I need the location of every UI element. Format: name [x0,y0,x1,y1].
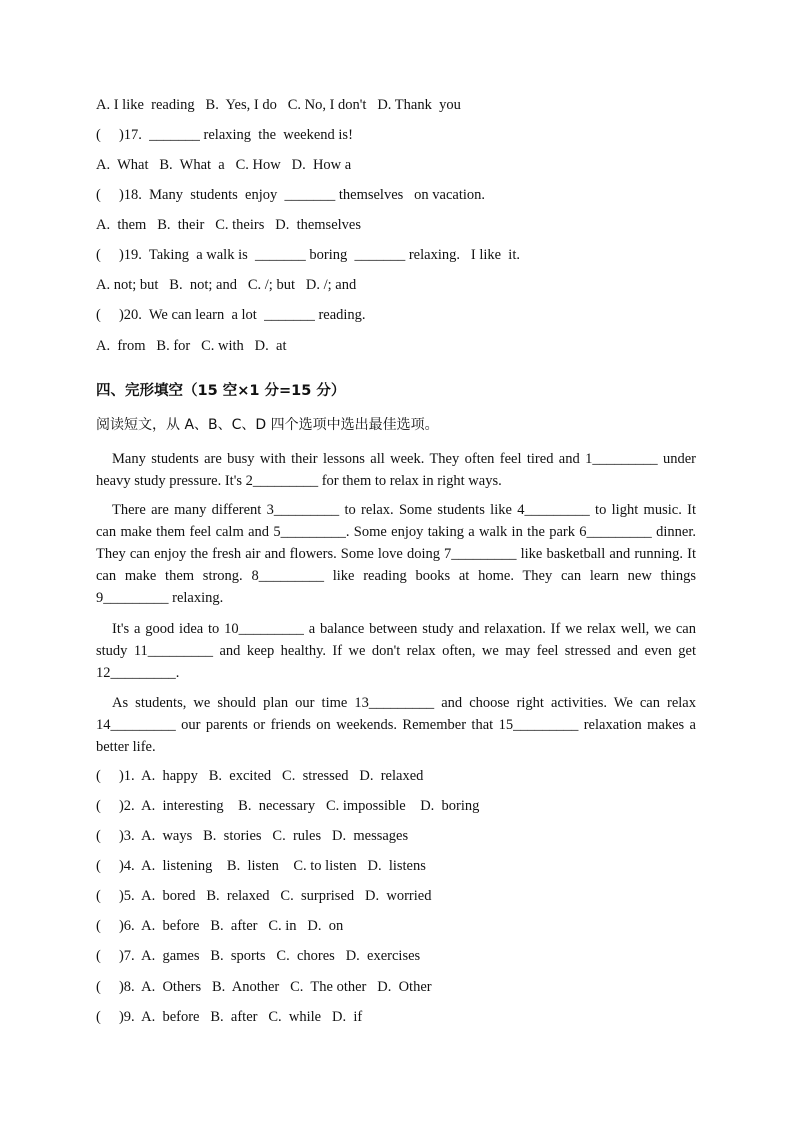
passage-paragraph-3: It's a good idea to 10_________ a balance between study and relaxation. If we relax well, we can study 11_________ and keep healthy. If we don't relax often, we may feel stressed and even get 12_________. [96,621,696,681]
cloze-question-5: ( )5. A. bored B. relaxed C. surprised D. worried [96,888,432,904]
section-title: 四、完形填空（15 空×1 分=15 分） [96,383,346,399]
mc-options-18: A. them B. their C. theirs D. themselves [96,217,361,233]
cloze-question-3: ( )3. A. ways B. stories C. rules D. messages [96,828,409,844]
cloze-question-4: ( )4. A. listening B. listen C. to listen D. listens [96,858,426,874]
mc-options-16: A. I like reading B. Yes, I do C. No, I don't D. Thank you [96,97,461,113]
mc-options-19: A. not; but B. not; and C. /; but D. /; and [96,277,357,293]
mc-options-20: A. from B. for C. with D. at [96,338,287,354]
mc-options-17: A. What B. What a C. How D. How a [96,157,352,173]
question-18: ( )18. Many students enjoy _______ themselves on vacation. [96,187,486,203]
passage-paragraph-2: There are many different 3_________ to relax. Some students like 4_________ to light music. It can make them feel calm and 5_________. Some enjoy taking a walk in the park 6_________ dinner. They can enjoy the fresh air and flowers. Some love doing 7_________ like basketball and running. It can make them strong. 8_________ like reading books at home. They can learn new things 9_________ relaxing. [96,502,696,606]
cloze-question-8: ( )8. A. Others B. Another C. The other D. Other [96,979,432,995]
question-17: ( )17. _______ relaxing the weekend is! [96,127,353,143]
cloze-question-7: ( )7. A. games B. sports C. chores D. exercises [96,948,421,964]
cloze-question-9: ( )9. A. before B. after C. while D. if [96,1009,363,1025]
passage-paragraph-4: As students, we should plan our time 13_________ and choose right activities. We can relax 14_________ our parents or friends on weekends. Remember that 15_________ relaxation makes a better life. [96,695,696,755]
question-20: ( )20. We can learn a lot _______ reading. [96,307,366,323]
section-instruction: 阅读短文，从 A、B、C、D 四个选项中选出最佳选项。 [96,417,439,433]
passage-paragraph-1: Many students are busy with their lessons all week. They often feel tired and 1_________ under heavy study pressure. It's 2_________ for them to relax in right ways. [96,451,696,489]
cloze-question-2: ( )2. A. interesting B. necessary C. impossible D. boring [96,798,480,814]
cloze-question-6: ( )6. A. before B. after C. in D. on [96,918,344,934]
cloze-question-1: ( )1. A. happy B. excited C. stressed D. relaxed [96,768,424,784]
question-19: ( )19. Taking a walk is _______ boring _______ relaxing. I like it. [96,247,520,263]
